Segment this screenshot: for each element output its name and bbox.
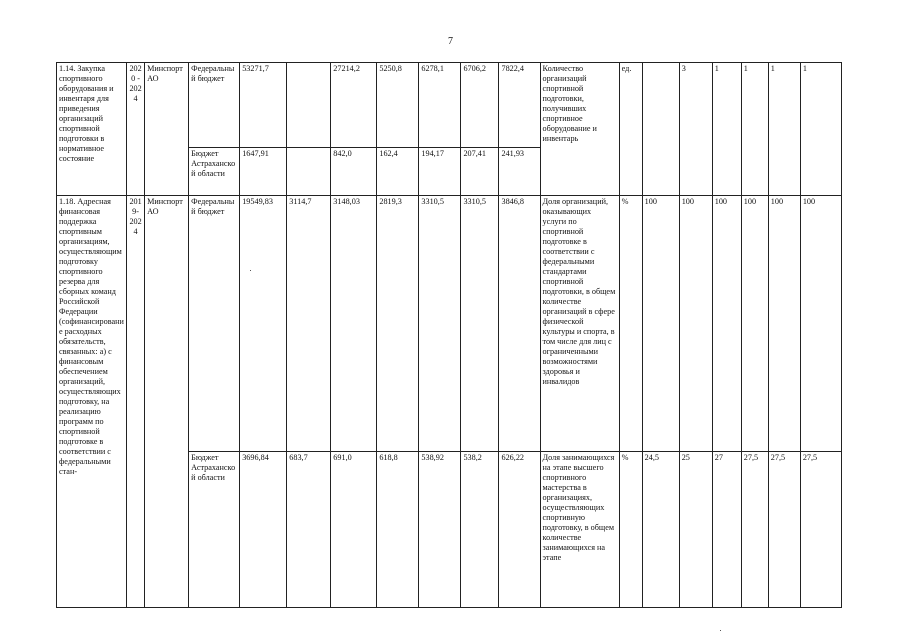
indicator-value: 1 [800, 63, 841, 196]
item-executor: Минспорт АО [145, 63, 189, 196]
item-executor: Минспорт АО [145, 196, 189, 608]
funding-2020: 691,0 [331, 452, 377, 608]
indicator-value: 1 [712, 63, 741, 196]
indicator-value: 3 [679, 63, 712, 196]
funding-source: Бюджет Астраханской области [189, 452, 240, 608]
table-row [57, 196, 842, 452]
funding-2023: 538,2 [461, 452, 499, 608]
funding-2021: 618,8 [377, 452, 419, 608]
indicator-name: Количество организаций спортивной подготовки, получивших спортивное оборудование и инвентарь [540, 63, 619, 196]
indicator-value: 25 [679, 452, 712, 608]
indicator-unit: ед. [619, 63, 642, 196]
item-years: 2020 - 2024 [127, 63, 145, 196]
indicator-value [642, 63, 679, 196]
funding-2019 [287, 148, 331, 196]
funding-2019: 3114,7 [287, 196, 331, 452]
funding-2024: 626,22 [499, 452, 540, 608]
funding-2021: 2819,3 [377, 196, 419, 452]
funding-source: Федеральный бюджет [189, 196, 240, 452]
program-table [56, 62, 842, 608]
indicator-name: Доля организаций, оказывающих услуги по спортивной подготовке в соответствии с федеральными стандартами спортивной подготовки, в общем количестве организаций в сфере физической культуры и спорта, в том числе для лиц с ограниченными возможностями здоровья и инвалидов [540, 196, 619, 452]
funding-2022: 538,92 [419, 452, 461, 608]
item-title: 1.14. Закупка спортивного оборудования и инвентаря для приведения организаций спортивной подготовки в нормативное состояние [57, 63, 127, 196]
funding-2024: 241,93 [499, 148, 540, 196]
item-title: 1.18. Адресная финансовая поддержка спортивным организациям, осуществляющим подготовку спортивного резерва для сборных команд Российской Федерации (софинансирование расходных обязательств, связанных: а) с финансовым обеспечением организаций, осуществляющих подготовку, на реализацию программ по спортивной подготовке в соответствии с федеральными стан- [57, 196, 127, 608]
indicator-value: 100 [642, 196, 679, 452]
page-number: 7 [448, 36, 453, 47]
indicator-value: 27 [712, 452, 741, 608]
funding-2020: 842,0 [331, 148, 377, 196]
indicator-value: 27,5 [800, 452, 841, 608]
item-years: 2019-2024 [127, 196, 145, 608]
funding-2023: 207,41 [461, 148, 499, 196]
indicator-name: Доля занимающихся на этапе высшего спортивного мастерства в организациях, осуществляющих спортивную подготовку, в общем количестве занимающихся на этапе [540, 452, 619, 608]
scan-speck [720, 630, 721, 631]
funding-2021: 5250,8 [377, 63, 419, 148]
indicator-unit: % [619, 452, 642, 608]
indicator-value: 27,5 [768, 452, 800, 608]
funding-2023: 6706,2 [461, 63, 499, 148]
funding-2019: 683,7 [287, 452, 331, 608]
funding-2020: 3148,03 [331, 196, 377, 452]
funding-total: 19549,83 [240, 196, 287, 452]
funding-total: 3696,84 [240, 452, 287, 608]
indicator-value: 1 [768, 63, 800, 196]
funding-2021: 162,4 [377, 148, 419, 196]
scan-speck [250, 270, 251, 271]
funding-total: 53271,7 [240, 63, 287, 148]
indicator-value: 100 [712, 196, 741, 452]
funding-2023: 3310,5 [461, 196, 499, 452]
indicator-value: 100 [768, 196, 800, 452]
funding-2020: 27214,2 [331, 63, 377, 148]
indicator-value: 1 [741, 63, 768, 196]
funding-2024: 3846,8 [499, 196, 540, 452]
funding-2022: 3310,5 [419, 196, 461, 452]
funding-total: 1647,91 [240, 148, 287, 196]
indicator-value: 100 [800, 196, 841, 452]
funding-2022: 194,17 [419, 148, 461, 196]
indicator-unit: % [619, 196, 642, 452]
funding-2024: 7822,4 [499, 63, 540, 148]
indicator-value: 24,5 [642, 452, 679, 608]
indicator-value: 100 [741, 196, 768, 452]
indicator-value: 100 [679, 196, 712, 452]
indicator-value: 27,5 [741, 452, 768, 608]
table-row [57, 63, 842, 148]
funding-source: Бюджет Астраханской области [189, 148, 240, 196]
funding-source: Федеральный бюджет [189, 63, 240, 148]
funding-2019 [287, 63, 331, 148]
funding-2022: 6278,1 [419, 63, 461, 148]
